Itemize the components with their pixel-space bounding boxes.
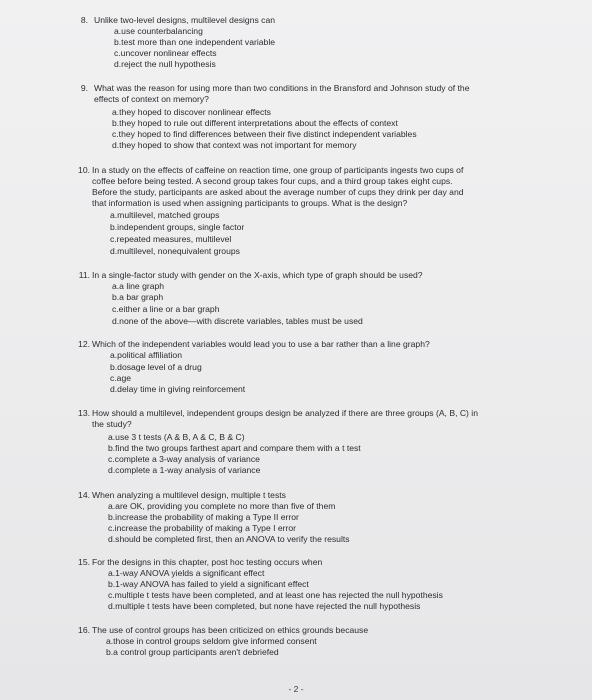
option-c: c.repeated measures, multilevel [110,234,232,244]
option-a: a.they hoped to discover nonlinear effects [112,107,271,117]
question-stem: When analyzing a multilevel design, multiple t tests [92,490,286,500]
option-b: b.dosage level of a drug [110,362,202,372]
question-stem: In a single-factor study with gender on the X-axis, which type of graph should be used? [92,270,423,280]
option-a: a.use counterbalancing [114,26,203,36]
option-a: a.multilevel, matched groups [110,210,220,220]
option-d: d.multiple t tests have been completed, but none have rejected the null hypothesis [108,601,421,611]
option-c: c.complete a 3-way analysis of variance [108,454,260,464]
option-b: b.they hoped to rule out different interpretations about the effects of context [112,118,398,128]
option-b: b.a control group participants aren't debriefed [106,647,279,657]
option-b: b.find the two groups farthest apart and compare them with a t test [108,443,361,453]
question-stem: In a study on the effects of caffeine on reaction time, one group of participants ingests two cups of coffee before being tested. A second group takes four cups, and a third group takes eight cups. Before the study, participants are asked about the average number of cups they drink per day and that information is used when assigning participants to groups. What is the design? [92,165,464,208]
option-a: a.use 3 t tests (A & B, A & C, B & C) [108,432,245,442]
question-number: 14. [78,490,90,500]
option-b: b.test more than one independent variable [114,37,276,47]
question-number: 13. [78,408,90,418]
option-b: b.1-way ANOVA has failed to yield a significant effect [108,579,309,589]
question-stem: Unlike two-level designs, multilevel designs can [94,15,276,25]
question-number: 15. [78,557,90,567]
option-d: d.delay time in giving reinforcement [110,384,246,394]
question-number: 9. [80,83,88,93]
option-a: a.political affiliation [110,350,182,360]
question-stem: For the designs in this chapter, post hoc testing occurs when [92,557,323,567]
option-a: a.a line graph [112,281,165,291]
option-d: d.none of the above—with discrete variables, tables must be used [112,316,363,326]
option-c: c.multiple t tests have been completed, and at least one has rejected the null hypothesis [108,590,443,600]
option-d: d.complete a 1-way analysis of variance [108,465,261,475]
option-c: c.age [110,373,132,383]
option-b: b.independent groups, single factor [110,222,245,232]
option-a: a.1-way ANOVA yields a significant effect [108,568,265,578]
question-number: 16. [78,625,90,635]
question-number: 11. [78,270,90,280]
question-stem: Which of the independent variables would lead you to use a bar rather than a line graph? [92,339,430,349]
question-number: 12. [78,339,90,349]
question-stem: What was the reason for using more than two conditions in the Bransford and Johnson study of the effects of context on memory? [94,83,470,104]
option-b: b.a bar graph [112,292,164,302]
option-a: a.are OK, providing you complete no more than five of them [108,501,336,511]
question-number: 8. [80,15,88,25]
question-stem: How should a multilevel, independent groups design be analyzed if there are three groups (A, B, C) in the study? [92,408,478,429]
option-c: c.uncover nonlinear effects [114,48,217,58]
option-d: d.multilevel, nonequivalent groups [110,246,240,256]
option-b: b.increase the probability of making a Type II error [108,512,299,522]
question-stem: The use of control groups has been criticized on ethics grounds because [92,625,369,635]
page-number: - 2 - [288,684,304,694]
option-c: c.either a line or a bar graph [112,304,220,314]
option-d: d.reject the null hypothesis [114,59,216,69]
option-a: a.those in control groups seldom give informed consent [106,636,317,646]
option-d: d.they hoped to show that context was not important for memory [112,140,357,150]
question-number: 10. [78,165,90,175]
option-c: c.they hoped to find differences between their five distinct independent variables [112,129,417,139]
option-d: d.should be completed first, then an ANOVA to verify the results [108,534,350,544]
option-c: c.increase the probability of making a Type I error [108,523,297,533]
